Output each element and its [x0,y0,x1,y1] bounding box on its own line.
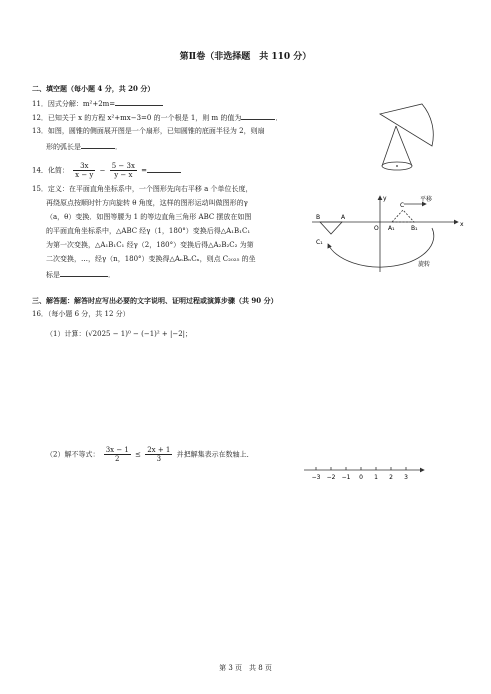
question-16-part-2 [46,446,254,463]
point-b1-label: B₁ [411,225,418,232]
cone-figure [372,100,442,180]
shifted-triangle [392,210,414,222]
origin-label: O [374,225,379,232]
answer-blank-14[interactable] [147,165,181,173]
sector-shape [380,104,433,146]
question-12 [32,112,282,123]
answer-blank-15[interactable] [60,269,108,277]
number-line-tick-label: 1 [374,474,378,481]
transformation-figure [308,192,468,276]
number-line-ticks [312,467,409,481]
answer-blank-12[interactable] [241,112,275,120]
question-16-header: 16．（每小题 6 分，共 12 分） [32,310,130,318]
inequality-fraction-left: $\frac{3x - 1}{2}$ [105,446,129,463]
question-14 [32,162,181,179]
rotation-label: 旋转 [418,261,431,268]
y-axis-label: y [383,195,387,202]
question-16-part-1 [46,330,192,339]
question-15-line-7: 标是 ． [46,271,115,279]
number-line-tick-label: −3 [311,474,321,481]
part-1-expression: (√2025 − 1)⁰ − (−1)² + |−2|； [85,330,193,338]
point-a1-label: A₁ [388,225,395,232]
point-c1-label: C₁ [316,239,323,246]
question-13-line-2: 形的弧长是 ． [46,143,122,151]
section-answer-heading: 三、解答题：解答时应写出必要的文字说明、证明过程或演算步骤（共 90 分） [32,296,278,305]
translation-label: 平移 [420,196,433,203]
question-15-line-6: 二次变换，…，经γ（n，180°）变换得△AₙBₙCₙ，则点 C₂₀₂₅ 的坐 [46,255,256,263]
question-15-line-1: 15．定义：在平面直角坐标系中，一个图形先向右平移 a 个单位长度， [32,185,253,193]
equals-sign: = [141,166,147,175]
number-line-tick-label: −1 [341,474,351,481]
question-12-text: 12．已知关于 x 的方程 x²+mx−3=0 的一个根是 1，则 m 的值为 [32,114,242,122]
question-14-label: 14．化简： [32,166,69,175]
answer-blank-13[interactable] [81,141,115,149]
question-15-line-4: 的平面直角坐标系中，△ABC 经γ（1，180°）变换后得△A₁B₁C₁ [46,227,251,235]
question-15-line-3: （a，θ）变换．如图等腰为 1 的等边直角三角形 ABC 摆放在如图 [46,213,252,221]
question-11 [32,98,163,109]
inequality-fraction-right: $\frac{2x + 1}{3}$ [147,446,171,463]
x-axis-label: x [460,221,464,228]
answer-blank-11[interactable] [115,98,163,106]
point-c-label: C [400,202,405,209]
point-b-label: B [316,214,321,221]
inequality-sign: ≤ [135,450,141,459]
number-line-tick-label: −2 [326,474,336,481]
minus-sign: − [99,166,106,175]
point-a-label: A [341,214,346,221]
part-1-label: （1）计算： [46,330,86,338]
question-13-line-1: 13．如图，圆锥的侧面展开图是一个扇形，已知圆锥的底面半径为 2，则扇 [32,127,265,135]
question-12-end: ． [275,114,283,122]
triangle-abc [320,222,342,234]
page-footer: 第 3 页 共 8 页 [219,664,272,672]
question-15-text: 标是 [46,271,60,279]
part-2-label: （2）解不等式： [46,450,100,459]
number-line-tick-label: 2 [389,474,393,481]
section-fill-in-heading: 二、填空题（每小题 4 分，共 20 分） [32,84,155,93]
number-line [300,462,432,486]
fraction-1: $\frac{3x}{x - y}$ [75,162,94,179]
question-13-text: 形的弧长是 [46,143,81,151]
cone-center [396,165,398,167]
cone-left-edge [382,126,396,166]
page-title: 第Ⅱ卷（非选择题 共 110 分） [179,52,312,62]
question-15-line-2: 再绕原点按顺时针方向旋转 θ 角度，这样的图形运动叫做图形的γ [46,199,248,207]
part-2-tail: 并把解集表示在数轴上． [176,450,254,459]
number-line-tick-label: 0 [359,474,363,481]
question-15-line-5: 为第一次变换，△A₁B₁C₁ 经γ（2，180°）变换后得△A₂B₂C₂ 为第 [46,241,254,249]
fraction-2: $\frac{5 - 3x}{y - x}$ [111,162,135,179]
question-11-text: 11．因式分解：m²+2m= [32,100,116,108]
number-line-tick-label: 3 [404,474,408,481]
